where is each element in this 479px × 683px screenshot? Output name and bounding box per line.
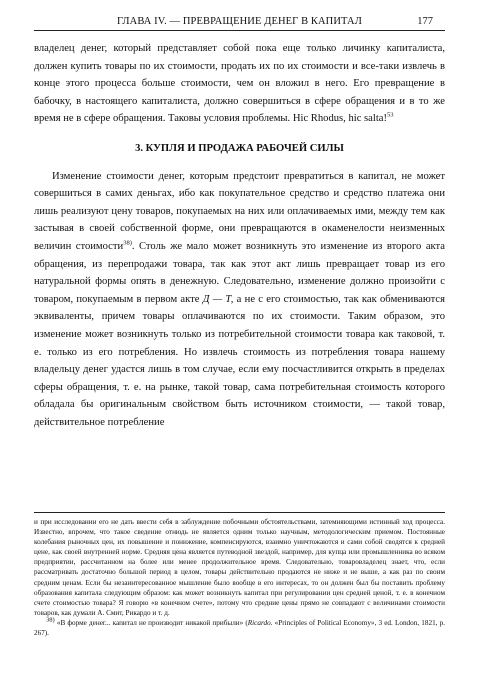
- footnote-38-tail: . «Principles of Political Economy», 3 ed. London, 1821, p. 267).: [34, 618, 446, 638]
- footnote-separator: [34, 512, 445, 513]
- section-title: 3. КУПЛЯ И ПРОДАЖА РАБОЧЕЙ СИЛЫ: [135, 142, 344, 154]
- running-header: [34, 14, 445, 31]
- paragraph-2-part2: . Столь же мало может возникнуть это изменение из второго акта обращения, из перепродажи товара, так как этот акт лишь превращает товар из его натуральной формы опять в денежную. Следовательно, изменение должно произойти с товаром, покупаемым в первом акте: [34, 240, 445, 305]
- footnote-continuation: и при исследовании его не дать ввести себя в заблуждение побочными обстоятельствами, затемняющими истинный ход процесса. Известно, впрочем, что такое сведение отнюдь не является одним только научным, методологическим приемом. Постоянные колебания рыночных цен, их повышение и понижение, компенсируются, взаимно уничтожаются и сами собой сводятся к средней цене, как своей внутренней норме. Средняя цена является путеводной звездой, например, для купца или промышленника во всяком предприятии, рассчитанном на более или менее продолжительное время. Следовательно, товаровладелец знает, что, если рассматривать достаточно большой период в целом, товары действительно продаются не ниже и не выше, а как раз по своим средним ценам. Если бы незаинтересованное мышление было вообще в его интересах, то он должен был бы поставить проблему образования капитала следующим образом: как может возникнуть капитал при регулировании цен средней ценой, т. е. в конечном счете стоимостью товара? Я говорю «в конечном счете», потому что средние цены прямо не совпадают с величинами стоимости товаров, как думали А. Смит, Рикардо и т. д.: [34, 518, 445, 617]
- footnote-38: [34, 618, 445, 638]
- footnotes: [34, 517, 445, 638]
- paragraph-1: [34, 40, 445, 128]
- footnote-38-text: «В форме денег... капитал не производит никакой прибыли» (: [56, 618, 248, 627]
- footnote-ref-38: 38): [123, 239, 132, 247]
- formula-d-t: Д — Т,: [202, 293, 234, 305]
- main-text: [34, 40, 445, 431]
- footnote-ref-53: 53: [387, 111, 394, 119]
- paragraph-2-part1: Изменение стоимости денег, которым предстоит превратиться в капитал, не может совершиться в самих деньгах, ибо как покупательное средство и средство платежа они лишь реализуют цену товаров, покупаемых на них или оплачиваемых ими, между тем как застывая в своей собственной форме, они превращаются в окаменелости неизменных величин стоимости: [34, 170, 445, 252]
- paragraph-2: [34, 168, 445, 432]
- footnote-38-author: Ricardo: [247, 618, 271, 627]
- page-number: 177: [417, 16, 433, 27]
- chapter-title: ГЛАВА IV. — ПРЕВРАЩЕНИЕ ДЕНЕГ В КАПИТАЛ: [117, 16, 362, 27]
- paragraph-2-part3: а не с его стоимостью, так как обмениваются эквиваленты, причем товары оплачиваются по их стоимости. Таким образом, это изменение может возникнуть только из потребительной стоимости товара как таковой, т. е. только из его потребления. Но извлечь стоимость из потребления товара нашему владельцу денег удастся лишь в том случае, если ему посчастливится открыть в пределах сферы обращения, т. е. на рынке, такой товар, сама потребительная стоимость которого обладала бы оригинальным свойством быть источником стоимости, — такой товар, действительное потребление: [34, 293, 445, 428]
- footnote-38-number: 38): [46, 616, 55, 624]
- paragraph-1-text: владелец денег, который представляет собой пока еще только личинку капиталиста, должен купить товары по их стоимости, продать их по их стоимости и все-таки извлечь в конце этого процесса больше стоимости, чем он вложил в него. Его превращение в бабочку, в настоящего капиталиста, должно совершиться в сфере обращения и в то же время не в сфере обращения. Таковы условия проблемы. Hic Rhodus, hic salta!: [34, 43, 445, 125]
